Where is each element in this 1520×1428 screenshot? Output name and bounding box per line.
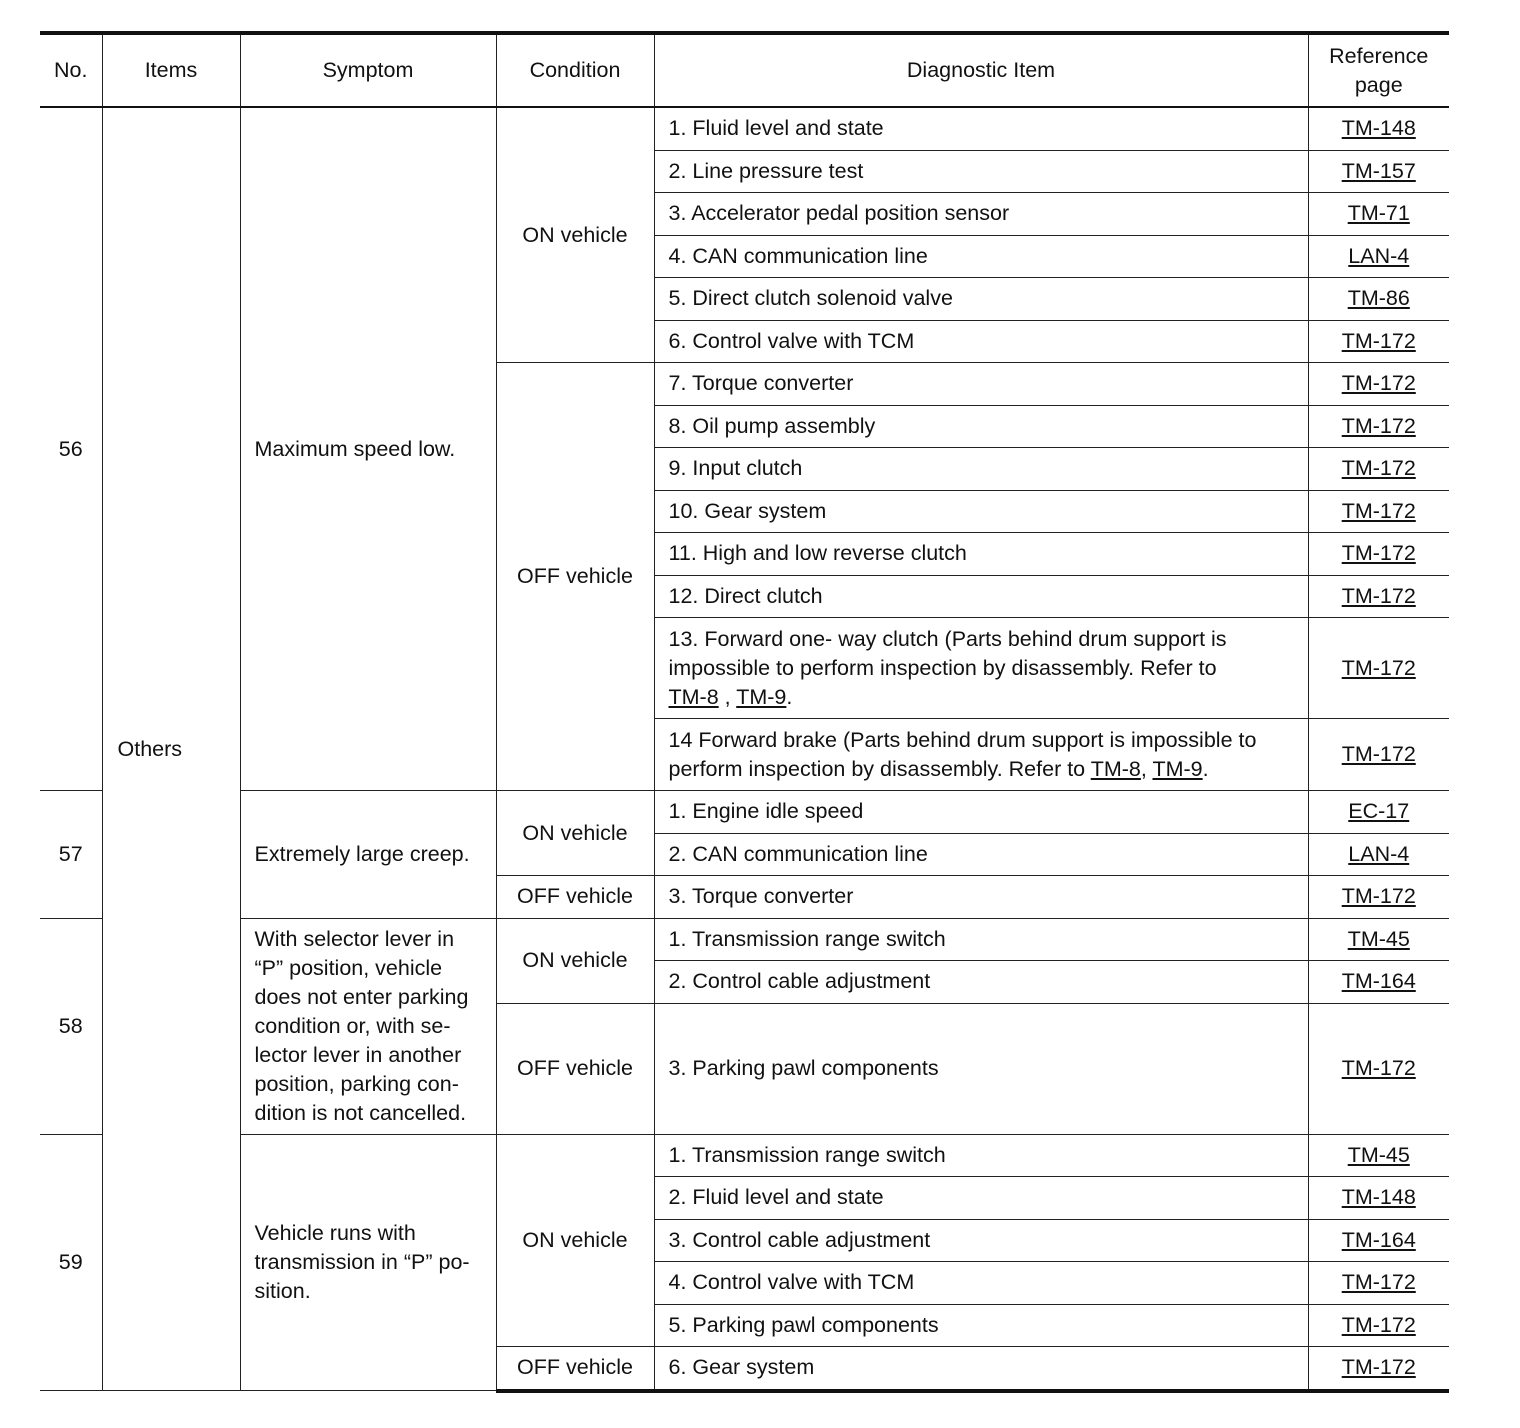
diagnostic-item: 3. Control cable adjustment: [654, 1219, 1308, 1262]
separator: ,: [718, 684, 737, 709]
reference-link[interactable]: TM-86: [1347, 286, 1410, 311]
condition-cell: ON vehicle: [496, 918, 654, 1003]
reference-link[interactable]: TM-172: [1341, 1270, 1416, 1295]
symptom-cell: Maximum speed low.: [240, 107, 496, 791]
reference-cell: [1308, 618, 1449, 719]
reference-cell: [1308, 918, 1449, 961]
reference-link[interactable]: TM-148: [1341, 116, 1416, 141]
reference-cell: [1308, 533, 1449, 576]
reference-link[interactable]: TM-8: [1090, 756, 1141, 781]
reference-link[interactable]: TM-164: [1341, 969, 1416, 994]
diagnostic-item: 3. Torque converter: [654, 876, 1308, 919]
table-row: [40, 791, 1449, 834]
reference-cell: [1308, 278, 1449, 321]
header-row: [40, 33, 1449, 107]
symptom-cell: With selector lever in “P” position, vehicle does not enter parking condition or, with se-lector lever in another position, parking con-dition is not cancelled.: [240, 918, 496, 1134]
header-reference-page: Reference page: [1308, 33, 1449, 107]
diagnostic-item: [654, 719, 1308, 791]
symptom-cell: Extremely large creep.: [240, 791, 496, 919]
reference-cell: [1308, 235, 1449, 278]
diagnostic-item: 2. Control cable adjustment: [654, 961, 1308, 1004]
header-items: Items: [102, 33, 240, 107]
diagnostic-item: 10. Gear system: [654, 490, 1308, 533]
diagnostic-item: 4. Control valve with TCM: [654, 1262, 1308, 1305]
reference-link[interactable]: TM-172: [1341, 541, 1416, 566]
reference-link[interactable]: TM-172: [1341, 742, 1416, 766]
condition-cell: ON vehicle: [496, 791, 654, 876]
table-row: [40, 107, 1449, 150]
condition-cell: OFF vehicle: [496, 1347, 654, 1391]
reference-cell: [1308, 363, 1449, 406]
reference-cell: [1308, 150, 1449, 193]
reference-cell: [1308, 1304, 1449, 1347]
reference-link[interactable]: TM-172: [1341, 1312, 1416, 1337]
header-diagnostic-item: Diagnostic Item: [654, 33, 1308, 107]
reference-cell: [1308, 1177, 1449, 1220]
diagnosis-table: [40, 31, 1449, 1393]
diagnostic-item: 3. Parking pawl components: [654, 1003, 1308, 1134]
reference-link[interactable]: TM-172: [1341, 884, 1416, 909]
reference-cell: [1308, 1219, 1449, 1262]
reference-link[interactable]: TM-71: [1347, 201, 1410, 226]
symptom-cell: Vehicle runs with transmission in “P” po-sition.: [240, 1134, 496, 1391]
reference-cell: [1308, 107, 1449, 150]
diagnostic-item: 1. Fluid level and state: [654, 107, 1308, 150]
row-number: 57: [40, 791, 102, 919]
reference-link[interactable]: TM-157: [1341, 158, 1416, 183]
diagnostic-text: 13. Forward one- way clutch (Parts behind drum support is impossible to perform inspection by disassembly. Refer to: [668, 626, 1227, 680]
reference-cell: [1308, 448, 1449, 491]
diagnostic-item: 5. Direct clutch solenoid valve: [654, 278, 1308, 321]
diagnostic-item: 12. Direct clutch: [654, 575, 1308, 618]
items-cell: Others: [102, 107, 240, 1391]
reference-link[interactable]: TM-9: [736, 684, 787, 709]
diagnostic-item: 6. Gear system: [654, 1347, 1308, 1391]
diagnostic-item: 1. Transmission range switch: [654, 1134, 1308, 1177]
diagnostic-item: 5. Parking pawl components: [654, 1304, 1308, 1347]
reference-link[interactable]: LAN-4: [1348, 841, 1410, 866]
period: .: [786, 684, 793, 709]
condition-cell: ON vehicle: [496, 1134, 654, 1347]
header-no: No.: [40, 33, 102, 107]
diagnostic-item: [654, 618, 1308, 719]
diagnostic-item: 6. Control valve with TCM: [654, 320, 1308, 363]
diagnostic-item: 8. Oil pump assembly: [654, 405, 1308, 448]
reference-cell: [1308, 405, 1449, 448]
diagnostic-item: 2. Fluid level and state: [654, 1177, 1308, 1220]
row-number: 58: [40, 918, 102, 1134]
reference-link[interactable]: TM-172: [1341, 583, 1416, 608]
diagnostic-item: 2. Line pressure test: [654, 150, 1308, 193]
condition-cell: ON vehicle: [496, 107, 654, 363]
diagnostic-item: 2. CAN communication line: [654, 833, 1308, 876]
reference-link[interactable]: EC-17: [1348, 799, 1410, 824]
reference-cell: [1308, 1347, 1449, 1391]
diagnostic-item: 11. High and low reverse clutch: [654, 533, 1308, 576]
reference-cell: [1308, 320, 1449, 363]
reference-cell: [1308, 1003, 1449, 1134]
row-number: 59: [40, 1134, 102, 1391]
diagnostic-item: 7. Torque converter: [654, 363, 1308, 406]
condition-cell: OFF vehicle: [496, 1003, 654, 1134]
condition-cell: OFF vehicle: [496, 876, 654, 919]
header-symptom: Symptom: [240, 33, 496, 107]
reference-link[interactable]: TM-172: [1341, 456, 1416, 481]
reference-link[interactable]: TM-172: [1341, 371, 1416, 396]
reference-link[interactable]: LAN-4: [1348, 243, 1410, 268]
diagnostic-item: 1. Transmission range switch: [654, 918, 1308, 961]
separator: ,: [1140, 756, 1153, 781]
reference-cell: [1308, 791, 1449, 834]
reference-link[interactable]: TM-172: [1341, 1355, 1416, 1380]
reference-cell: [1308, 876, 1449, 919]
reference-link[interactable]: TM-8: [668, 684, 719, 709]
reference-link[interactable]: TM-172: [1341, 413, 1416, 438]
diagnostic-item: 9. Input clutch: [654, 448, 1308, 491]
reference-link[interactable]: TM-164: [1341, 1227, 1416, 1252]
reference-cell: [1308, 833, 1449, 876]
reference-link[interactable]: TM-45: [1347, 926, 1410, 951]
reference-link[interactable]: TM-172: [1341, 328, 1416, 353]
diagnostic-item: 3. Accelerator pedal position sensor: [654, 193, 1308, 236]
reference-link[interactable]: TM-9: [1152, 756, 1203, 781]
period: .: [1202, 756, 1209, 781]
reference-cell: [1308, 1134, 1449, 1177]
reference-link[interactable]: TM-172: [1341, 498, 1416, 523]
reference-link[interactable]: TM-172: [1341, 1056, 1416, 1080]
row-number: 56: [40, 107, 102, 791]
reference-cell: [1308, 1262, 1449, 1305]
reference-cell: [1308, 575, 1449, 618]
reference-cell: [1308, 719, 1449, 791]
diagnostic-item: 1. Engine idle speed: [654, 791, 1308, 834]
reference-link[interactable]: TM-148: [1341, 1185, 1416, 1210]
condition-cell: OFF vehicle: [496, 363, 654, 791]
reference-cell: [1308, 961, 1449, 1004]
reference-cell: [1308, 193, 1449, 236]
reference-link[interactable]: TM-172: [1341, 655, 1416, 680]
table-row: [40, 918, 1449, 961]
table-row: [40, 1134, 1449, 1177]
header-condition: Condition: [496, 33, 654, 107]
reference-cell: [1308, 490, 1449, 533]
diagnostic-text: 14 Forward brake (Parts behind drum support is impossible to perform inspection by disassembly. Refer to: [668, 727, 1257, 781]
diagnostic-item: 4. CAN communication line: [654, 235, 1308, 278]
reference-link[interactable]: TM-45: [1347, 1142, 1410, 1167]
